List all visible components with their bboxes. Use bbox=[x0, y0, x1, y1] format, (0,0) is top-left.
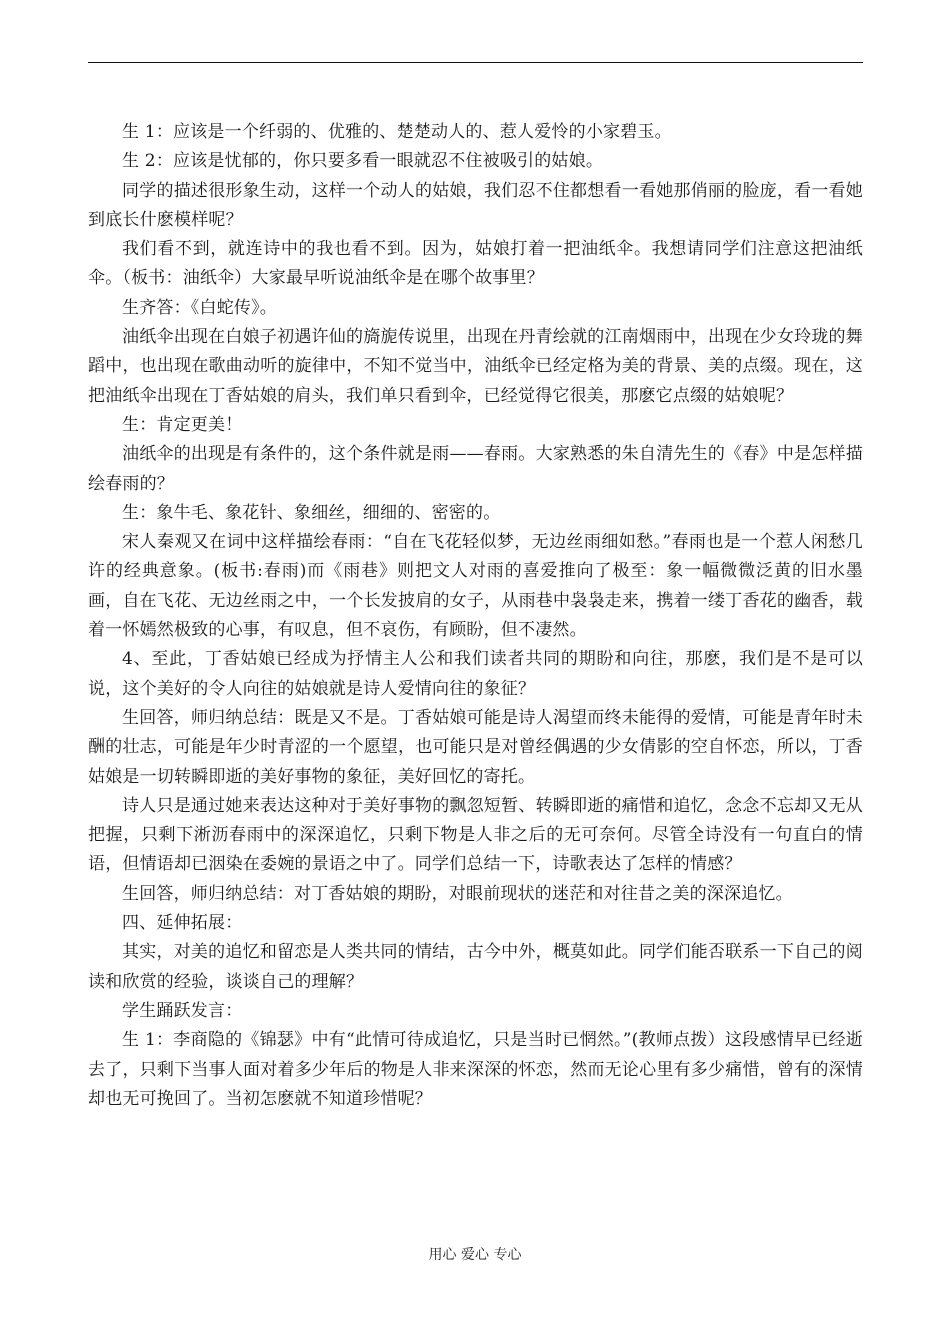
paragraph: 生 1：李商隐的《锦瑟》中有“此情可待成追忆，只是当时已惘然。”(教师点拨）这段感情早已经逝去了，只剩下当事人面对着多少年后的物是人非来深深的怀恋，然而无论心里有多少痛惜，曾有的深情却也无可挽回了。当初怎麽就不知道珍惜呢？ bbox=[88, 1030, 863, 1109]
paragraph: 油纸伞出现在白娘子初遇许仙的旖旎传说里，出现在丹青绘就的江南烟雨中，出现在少女玲珑的舞蹈中，也出现在歌曲动听的旋律中，不知不觉当中，油纸伞已经定格为美的背景、美的点缀。现在，这把油纸伞出现在丁香姑娘的肩头，我们单只看到伞，已经觉得它很美，那麽它点缀的姑娘呢？ bbox=[88, 327, 863, 406]
page-footer: 用心 爱心 专心 bbox=[428, 1247, 522, 1263]
paragraph: 生：象牛毛、象花针、象细丝，细细的、密密的。 bbox=[122, 502, 501, 523]
paragraph: 生回答，师归纳总结：对丁香姑娘的期盼，对眼前现状的迷茫和对往昔之美的深深追忆。 bbox=[122, 883, 793, 904]
paragraph: 4、至此，丁香姑娘已经成为抒情主人公和我们读者共同的期盼和向往，那麽，我们是不是可以说，这个美好的令人向往的姑娘就是诗人爱情向往的象征？ bbox=[88, 649, 863, 699]
paragraph: 生 1：应该是一个纤弱的、优雅的、楚楚动人的、惹人爱怜的小家碧玉。 bbox=[122, 122, 672, 142]
paragraph: 诗人只是通过她来表达这种对于美好事物的飘忽短暂、转瞬即逝的痛惜和追忆，念念不忘却又无从把握，只剩下淅沥春雨中的深深追忆，只剩下物是人非之后的无可奈何。尽管全诗没有一句直白的情语，但情语却已洇染在委婉的景语之中了。同学们总结一下，诗歌表达了怎样的情感？ bbox=[88, 795, 863, 875]
paragraph: 其实，对美的追忆和留恋是人类共同的情结，古今中外，概莫如此。同学们能否联系一下自己的阅读和欣赏的经验，谈谈自己的理解？ bbox=[88, 942, 863, 992]
paragraph: 我们看不到，就连诗中的我也看不到。因为，姑娘打着一把油纸伞。我想请同学们注意这把油纸伞。（板书：油纸伞）大家最早听说油纸伞是在哪个故事里？ bbox=[88, 239, 863, 289]
section-heading: 四、延伸拓展： bbox=[122, 913, 243, 934]
paragraph: 生齐答：《白蛇传》。 bbox=[122, 297, 277, 318]
paragraph: 生：肯定更美！ bbox=[122, 414, 243, 435]
paragraph: 宋人秦观又在词中这样描绘春雨：“自在飞花轻似梦，无边丝雨细如愁。”春雨也是一个惹人闲愁几许的经典意象。(板书:春雨)而《雨巷》则把文人对雨的喜爱推向了极至：象一幅微微泛黄的旧水墨画，自在飞花、无边丝雨之中，一个长发披肩的女子，从雨巷中袅袅走来，携着一缕丁香花的幽香，载着一怀嫣然极致的心事，有叹息，但不哀伤，有顾盼，但不凄然。 bbox=[88, 532, 863, 641]
header-rule bbox=[88, 62, 863, 63]
document-body bbox=[88, 118, 863, 1114]
paragraph: 学生踊跃发言： bbox=[122, 1000, 243, 1021]
paragraph: 同学的描述很形象生动，这样一个动人的姑娘，我们忍不住都想看一看她那俏丽的脸庞，看一看她到底长什麽模样呢？ bbox=[88, 180, 863, 230]
paragraph: 油纸伞的出现是有条件的，这个条件就是雨——春雨。大家熟悉的朱自清先生的《春》中是怎样描绘春雨的？ bbox=[88, 444, 863, 494]
paragraph: 生 2：应该是忧郁的，你只要多看一眼就忍不住被吸引的姑娘。 bbox=[122, 151, 604, 172]
paragraph: 生回答，师归纳总结：既是又不是。丁香姑娘可能是诗人渴望而终未能得的爱情，可能是青年时未酬的壮志，可能是年少时青涩的一个愿望，也可能只是对曾经偶遇的少女倩影的空自怀恋，所以，丁香姑娘是一切转瞬即逝的美好事物的象征，美好回忆的寄托。 bbox=[88, 707, 863, 787]
